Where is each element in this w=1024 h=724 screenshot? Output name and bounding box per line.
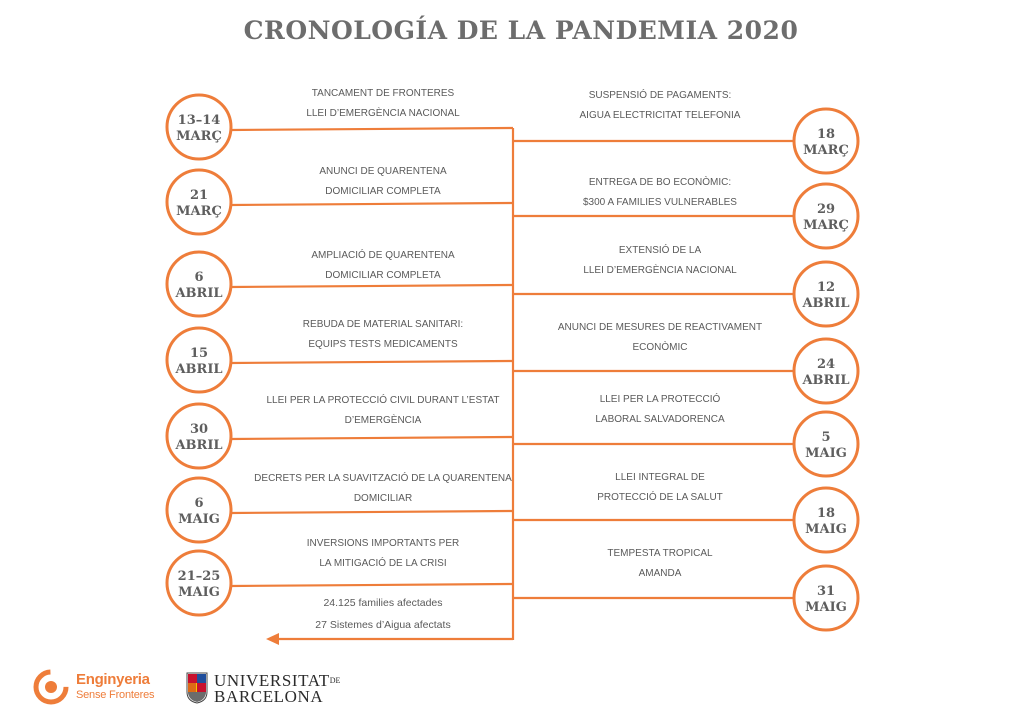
right-event [513,322,858,403]
left-date-line: ABRIL [175,362,223,377]
left-date-label [176,113,222,144]
right-date-line: 24 [816,357,836,372]
right-date-line: 12 [816,280,836,295]
left-event-text: D’EMERGÈNCIA [344,415,422,426]
left-date-line: 6 [194,496,204,511]
left-connector [231,203,513,205]
right-event-text: LABORAL SALVADORENCA [595,414,725,425]
right-event-text: AMANDA [638,568,682,579]
left-event [167,393,513,468]
right-event [513,392,858,476]
left-event [167,166,513,234]
right-date-line: MARÇ [803,143,849,158]
left-event-text: INVERSIONS IMPORTANTS PER [306,538,460,549]
ub-logo-de: DE [329,676,341,685]
left-event-text: TANCAMENT DE FRONTERES [311,88,455,99]
left-date-line: 15 [189,346,209,361]
right-date-line: 18 [816,127,836,142]
left-date-line: 21–25 [177,569,221,584]
right-event-text: LLEI INTEGRAL DE [615,472,705,483]
left-connector [231,128,513,130]
left-event-text: LLEI D’EMERGÈNCIA NACIONAL [306,108,460,119]
left-date-label [178,569,221,600]
right-event-text: LLEI PER LA PROTECCIÓ [599,394,721,405]
left-connector [231,361,513,363]
left-connector [231,285,513,287]
right-date-line: MARÇ [803,218,849,233]
left-event-text: DECRETS PER LA SUAVITZACIÓ DE LA QUARENTENA [254,473,512,484]
left-event-text: DOMICILIAR COMPLETA [325,270,441,281]
left-event-text: LA MITIGACIÓ DE LA CRISI [319,558,447,569]
right-event-text: ECONÒMIC [632,342,688,353]
right-event-text: ANUNCI DE MESURES DE REACTIVAMENT [557,322,763,333]
left-event-text: EQUIPS TESTS MEDICAMENTS [308,339,458,350]
right-date-line: 29 [816,202,836,217]
page-title: CRONOLOGÍA DE LA PANDEMIA 2020 [243,16,799,45]
ub-logo-universitat: UNIVERSITAT [214,671,330,690]
left-date-line: ABRIL [175,286,223,301]
left-event-text: DOMICILIAR COMPLETA [325,186,441,197]
right-date-line: 18 [816,506,836,521]
left-event [167,471,513,542]
right-event [513,548,858,630]
left-event [167,248,513,316]
left-date-line: 13–14 [177,113,221,128]
left-date-line: MAIG [178,512,220,527]
left-event [167,319,513,392]
right-event-text: AIGUA ELECTRICITAT TELEFONIA [579,110,741,121]
right-date-line: ABRIL [802,373,850,388]
left-date-line: 6 [194,270,204,285]
right-event-text: EXTENSIÓ DE LA [618,245,702,256]
right-event-text: LLEI D’EMERGÈNCIA NACIONAL [583,265,737,276]
summary-block [266,597,513,645]
left-connector [231,584,513,586]
right-date-line: MAIG [805,446,847,461]
left-event-text: ANUNCI DE QUARENTENA [319,166,447,177]
right-date-line: MAIG [805,600,847,615]
ub-shield-icon [186,672,208,704]
summary-text: 24.125 families afectades [323,597,443,609]
ub-logo-line2: BARCELONA [214,687,324,706]
right-event [513,175,858,248]
right-event-text: SUSPENSIÓ DE PAGAMENTS: [588,90,732,101]
left-date-line: ABRIL [175,438,223,453]
right-event-text: $300 A FAMILIES VULNERABLES [583,197,737,208]
left-event-text: LLEI PER LA PROTECCIÓ CIVIL DURANT L’ESTAT [266,395,500,406]
right-event-text: PROTECCIÓ DE LA SALUT [597,492,723,503]
left-event-text: REBUDA DE MATERIAL SANITARI: [302,319,464,330]
left-event-text: AMPLIACIÓ DE QUARENTENA [311,250,455,261]
arrow-head-icon [266,633,279,645]
left-event-text: DOMICILIAR [353,493,413,504]
left-date-line: MARÇ [176,204,222,219]
left-date-line: MAIG [178,585,220,600]
right-event [513,88,858,173]
left-connector [231,437,513,439]
esf-logo-name: Enginyeria [76,671,150,688]
right-event [513,472,858,552]
right-event [513,243,858,326]
esf-logo-subtitle: Sense Fronteres [76,689,155,701]
left-date-line: MARÇ [176,129,222,144]
right-event-text: TEMPESTA TROPICAL [607,548,713,559]
left-date-line: 21 [189,188,209,203]
right-date-line: 31 [816,584,836,599]
summary-text: 27 Sistemes d’Aigua afectats [315,619,451,631]
right-date-line: MAIG [805,522,847,537]
left-connector [231,511,513,513]
right-event-text: ENTREGA DE BO ECONÒMIC: [588,177,732,188]
right-date-line: ABRIL [802,296,850,311]
left-event [167,88,513,159]
left-date-line: 30 [189,422,209,437]
right-date-line: 5 [821,430,831,445]
